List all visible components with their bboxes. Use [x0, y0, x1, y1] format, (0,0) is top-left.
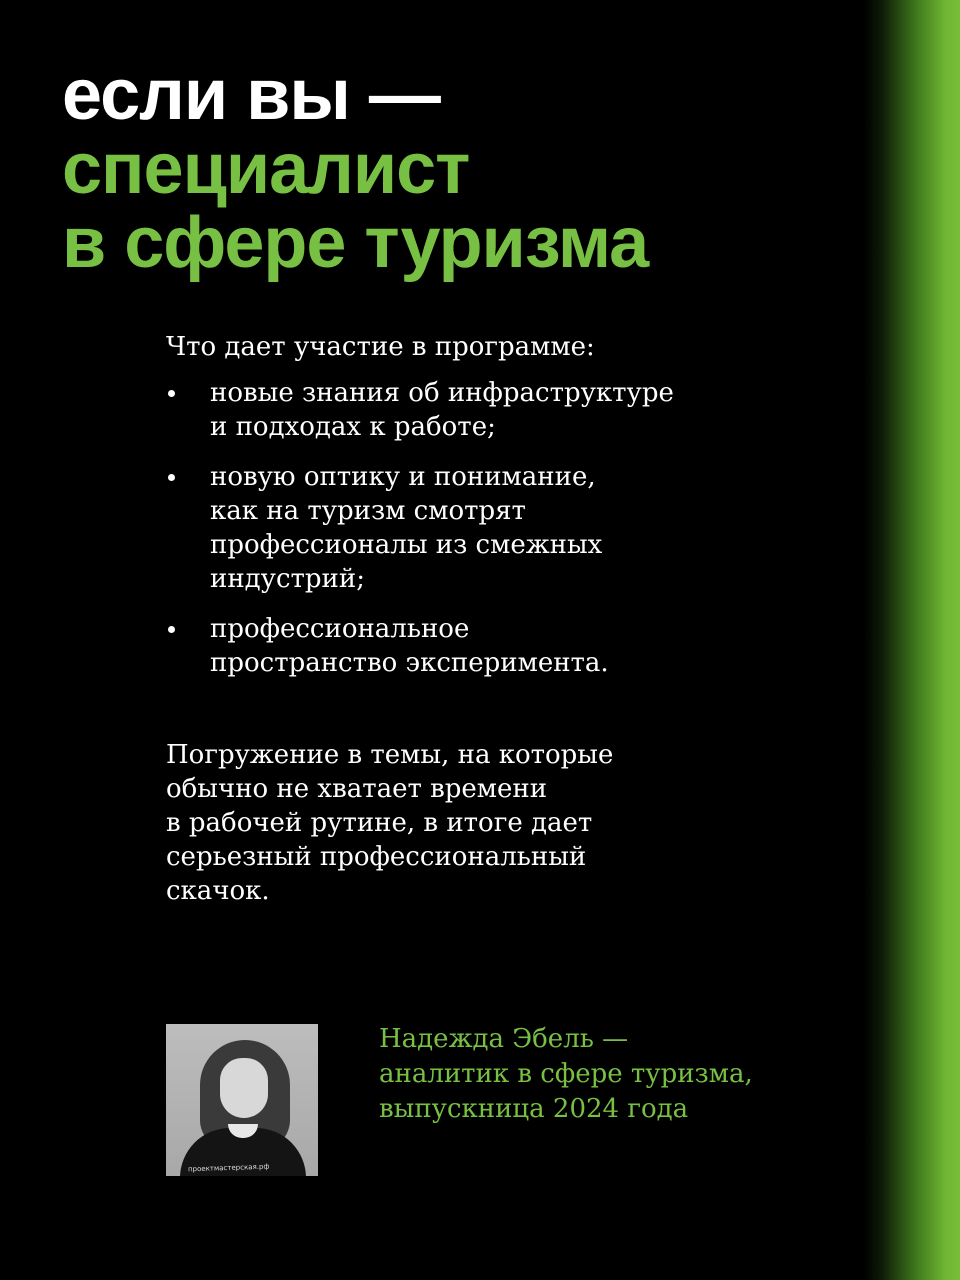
bullet-icon [168, 474, 175, 481]
headline [62, 55, 649, 283]
bullet-icon [168, 626, 175, 633]
author-photo [166, 1024, 318, 1176]
benefits-section [166, 330, 766, 908]
list-item [166, 376, 766, 444]
benefits-list [166, 376, 766, 680]
list-item [166, 612, 766, 680]
photo-shirt-print: проектмастерская.рф [187, 1162, 270, 1174]
headline-line-3: в сфере туризма [62, 203, 649, 283]
headline-line-1: если вы — [62, 55, 440, 135]
summary-paragraph: Погружение в темы, на которые обычно не хватает времени в рабочей рутине, в итоге дает серьезный профессиональный скачок. [166, 740, 614, 906]
photo-face [220, 1058, 268, 1118]
green-gradient-edge [864, 0, 960, 1280]
author-caption: Надежда Эбель — аналитик в сфере туризма, выпускница 2024 года [379, 1024, 753, 1124]
list-item-text: новую оптику и понимание, как на туризм смотрят профессионалы из смежных индустрий; [210, 462, 603, 594]
list-item [166, 460, 766, 596]
bullet-icon [168, 390, 175, 397]
benefits-intro: Что дает участие в программе: [166, 332, 595, 362]
headline-line-2: специалист [62, 129, 470, 209]
list-item-text: профессиональное пространство эксперимента. [210, 614, 609, 678]
list-item-text: новые знания об инфраструктуре и подходах к работе; [210, 378, 674, 442]
